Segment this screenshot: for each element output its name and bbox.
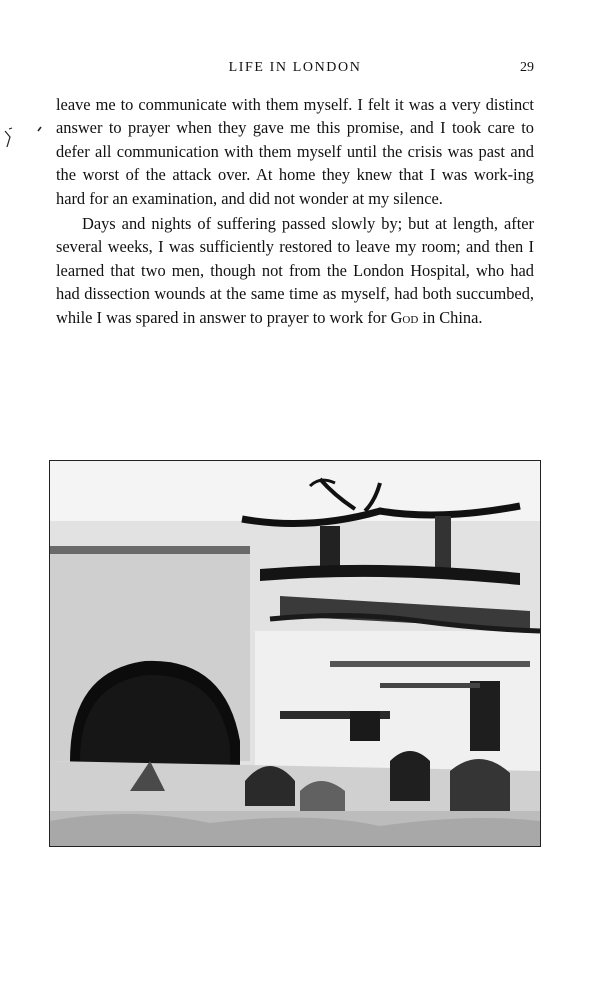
small-caps-word: God (390, 307, 419, 327)
margin-pencil-mark (3, 125, 47, 149)
body-text (56, 93, 534, 329)
city-gate-photograph (50, 461, 540, 846)
illustration-plate (49, 460, 541, 847)
text-line: a very distinct answer to prayer when they gave me (56, 95, 534, 138)
text-line: leave me to communicate with them myself. I felt it was (56, 95, 435, 114)
paragraph-1 (56, 93, 534, 210)
paragraph-2 (56, 212, 534, 329)
text-line: silence. (393, 188, 443, 208)
text-line: of the attack over. At home they knew that I was work- (125, 165, 514, 185)
paragraph-2-end: in China. (422, 307, 483, 327)
text-line: with them myself until the crisis was past and the worst (56, 141, 534, 185)
page-number: 29 (520, 60, 534, 75)
paragraph-2-text: Days and nights of suffering passed slowly by; but at length, after several weeks, I was sufficiently restored to leave my room; and then I learned that two men, though not from the London Hospital, who had had dissection wounds at the same time as myself, had both succumbed, while I was spared in answer to prayer to work for (56, 214, 534, 327)
text-line: this promise, and I took care to defer all communication (56, 118, 534, 161)
running-title: LIFE IN LONDON (228, 60, 362, 75)
text-line: ing hard for an examination, and did not wonder at my (56, 165, 534, 208)
running-head (56, 60, 534, 80)
